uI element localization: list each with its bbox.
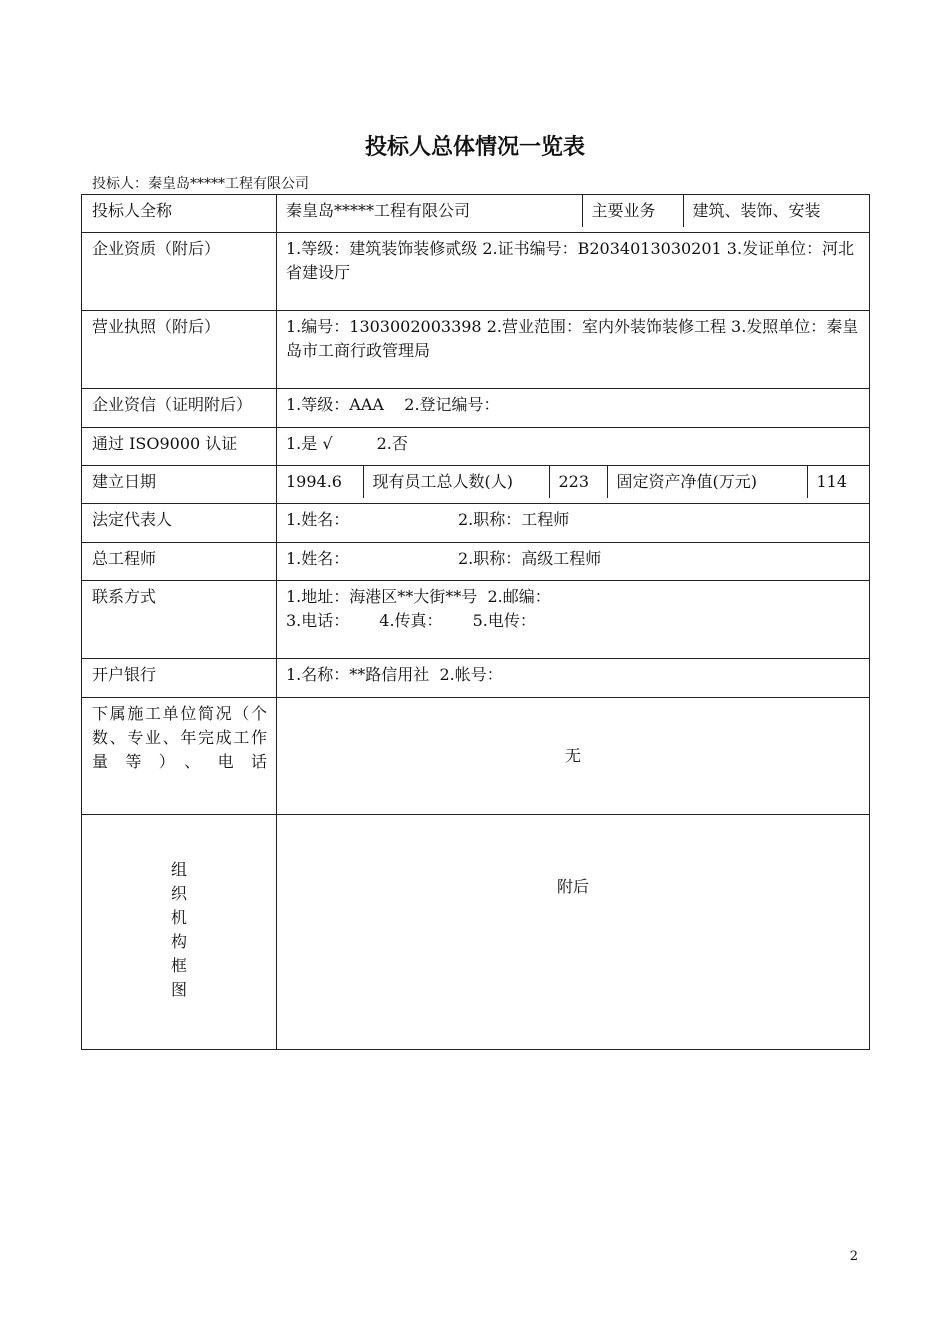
value-bank: 1.名称：**路信用社 2.帐号： — [277, 659, 870, 698]
page-title: 投标人总体情况一览表 — [364, 135, 585, 160]
label-main-business: 主要业务 — [582, 195, 683, 227]
label-subunits: 下属施工单位简况（个数、专业、年完成工作量等）、电话 — [82, 698, 277, 815]
value-staff-count: 223 — [549, 466, 607, 498]
label-fixed-assets: 固定资产净值(万元) — [607, 466, 807, 498]
row-bank — [82, 659, 870, 698]
value-fixed-assets: 114 — [807, 466, 869, 498]
label-founded-date: 建立日期 — [82, 466, 277, 504]
value-bidder-full-name: 秦皇岛*****工程有限公司 — [286, 201, 471, 220]
legal-rep-name: 1.姓名： — [286, 510, 350, 529]
value-main-business: 建筑、装饰、安装 — [683, 195, 869, 227]
row-founded — [82, 466, 870, 504]
label-iso9000: 通过 ISO9000 认证 — [82, 428, 277, 466]
iso-yes-option: 1.是 √ — [286, 434, 333, 453]
bidder-name-line: 投标人：秦皇岛*****工程有限公司 — [92, 176, 309, 192]
row-chief-engineer — [82, 543, 870, 581]
contact-telegraph: 5.电传： — [472, 611, 536, 630]
value-business-license: 1.编号：1303002003398 2.营业范围：室内外装饰装修工程 3.发照单位：秦皇岛市工商行政管理局 — [277, 311, 870, 389]
row-bidder-name — [82, 195, 870, 233]
iso-no-option: 2.否 — [376, 434, 408, 453]
row-business-license — [82, 311, 870, 389]
contact-address-postcode: 1.地址：海港区**大街**号 2.邮编： — [286, 587, 551, 606]
label-qualification: 企业资质（附后） — [82, 233, 277, 311]
value-org-chart: 附后 — [556, 877, 589, 896]
contact-fax: 4.传真： — [379, 611, 443, 630]
value-subunits: 无 — [564, 746, 581, 765]
row-credit — [82, 389, 870, 428]
label-business-license: 营业执照（附后） — [82, 311, 277, 389]
bidder-overview-table — [81, 194, 870, 1050]
page-number: 2 — [849, 1249, 858, 1264]
label-bank: 开户银行 — [82, 659, 277, 698]
label-chief-engineer: 总工程师 — [82, 543, 277, 581]
contact-phone: 3.电话： — [286, 611, 350, 630]
row-legal-representative — [82, 504, 870, 543]
label-staff-count: 现有员工总人数(人) — [363, 466, 549, 498]
label-legal-representative: 法定代表人 — [82, 504, 277, 543]
chief-engineer-name: 1.姓名： — [286, 549, 350, 568]
row-contact — [82, 581, 870, 659]
label-org-chart: 组 织 机 构 框 图 — [82, 815, 277, 1050]
chief-engineer-title: 2.职称：高级工程师 — [458, 549, 602, 568]
value-qualification: 1.等级：建筑装饰装修贰级 2.证书编号：B2034013030201 3.发证单位：河北省建设厅 — [277, 233, 870, 311]
row-org-chart — [82, 815, 870, 1050]
value-founded-date: 1994.6 — [286, 472, 342, 491]
label-credit: 企业资信（证明附后） — [82, 389, 277, 428]
legal-rep-title: 2.职称：工程师 — [458, 510, 570, 529]
label-bidder-full-name: 投标人全称 — [82, 195, 277, 233]
row-qualification — [82, 233, 870, 311]
value-credit: 1.等级：AAA 2.登记编号： — [277, 389, 870, 428]
label-contact: 联系方式 — [82, 581, 277, 659]
row-iso9000 — [82, 428, 870, 466]
row-subunits — [82, 698, 870, 815]
